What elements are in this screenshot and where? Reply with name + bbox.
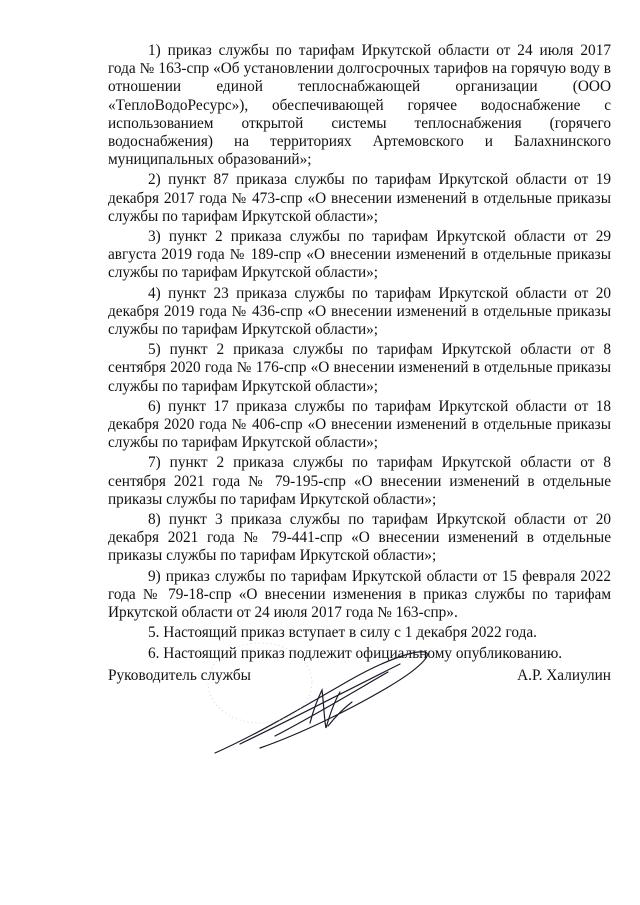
effective-date-clause: 5. Настоящий приказ вступает в силу с 1 декабря 2022 года.	[148, 624, 537, 642]
list-item: 8) пункт 3 приказа службы по тарифам Иркутской области от 20 декабря 2021 года № 79-441-спр «О внесении изменений в отдельные приказы службы по тарифам Иркутской области»;	[108, 511, 611, 565]
list-item: 6) пункт 17 приказа службы по тарифам Иркутской области от 18 декабря 2020 года № 406-спр «О внесении изменений в отдельные приказы службы по тарифам Иркутской области»;	[108, 397, 611, 452]
publication-clause: 6. Настоящий приказ подлежит официальному опубликованию.	[148, 644, 563, 662]
signatory-position: Руководитель службы	[108, 667, 251, 684]
list-item: 3) пункт 2 приказа службы по тарифам Иркутской области от 29 августа 2019 года № 189-спр «О внесении изменений в отдельные приказы службы по тарифам Иркутской области»;	[108, 228, 611, 282]
handwritten-signature	[200, 628, 440, 768]
list-item: 5) пункт 2 приказа службы по тарифам Иркутской области от 8 сентября 2020 года № 176-спр «О внесении изменений в отдельные приказы службы по тарифам Иркутской области»;	[108, 341, 611, 395]
document-body	[108, 42, 611, 665]
list-item: 1) приказ службы по тарифам Иркутской области от 24 июля 2017 года № 163-спр «Об установлении долгосрочных тарифов на горячую воду в отношении единой теплоснабжающей организации (ООО «ТеплоВодоРесурс»), обеспечивающей горячее водоснабжение с использованием открытой системы теплоснабжения (горячего водоснабжения) на территориях Артемовского и Балахнинского муниципальных образований»;	[108, 42, 611, 169]
list-item: 9) приказ службы по тарифам Иркутской области от 15 февраля 2022 года № 79-18-спр «О внесении изменения в приказ службы по тарифам Иркутской области от 24 июля 2017 года № 163-спр».	[108, 567, 611, 622]
list-item: 4) пункт 23 приказа службы по тарифам Иркутской области от 20 декабря 2019 года № 436-спр «О внесении изменений в отдельные приказы службы по тарифам Иркутской области»;	[108, 284, 611, 339]
list-item: 7) пункт 2 приказа службы по тарифам Иркутской области от 8 сентября 2021 года № 79-195-спр «О внесении изменений в отдельные приказы службы по тарифам Иркутской области»;	[108, 454, 611, 508]
list-item: 2) пункт 87 приказа службы по тарифам Иркутской области от 19 декабря 2017 года № 473-спр «О внесении изменений в отдельные приказы службы по тарифам Иркутской области»;	[108, 171, 611, 225]
signatory-name: А.Р. Халиулин	[517, 667, 611, 684]
